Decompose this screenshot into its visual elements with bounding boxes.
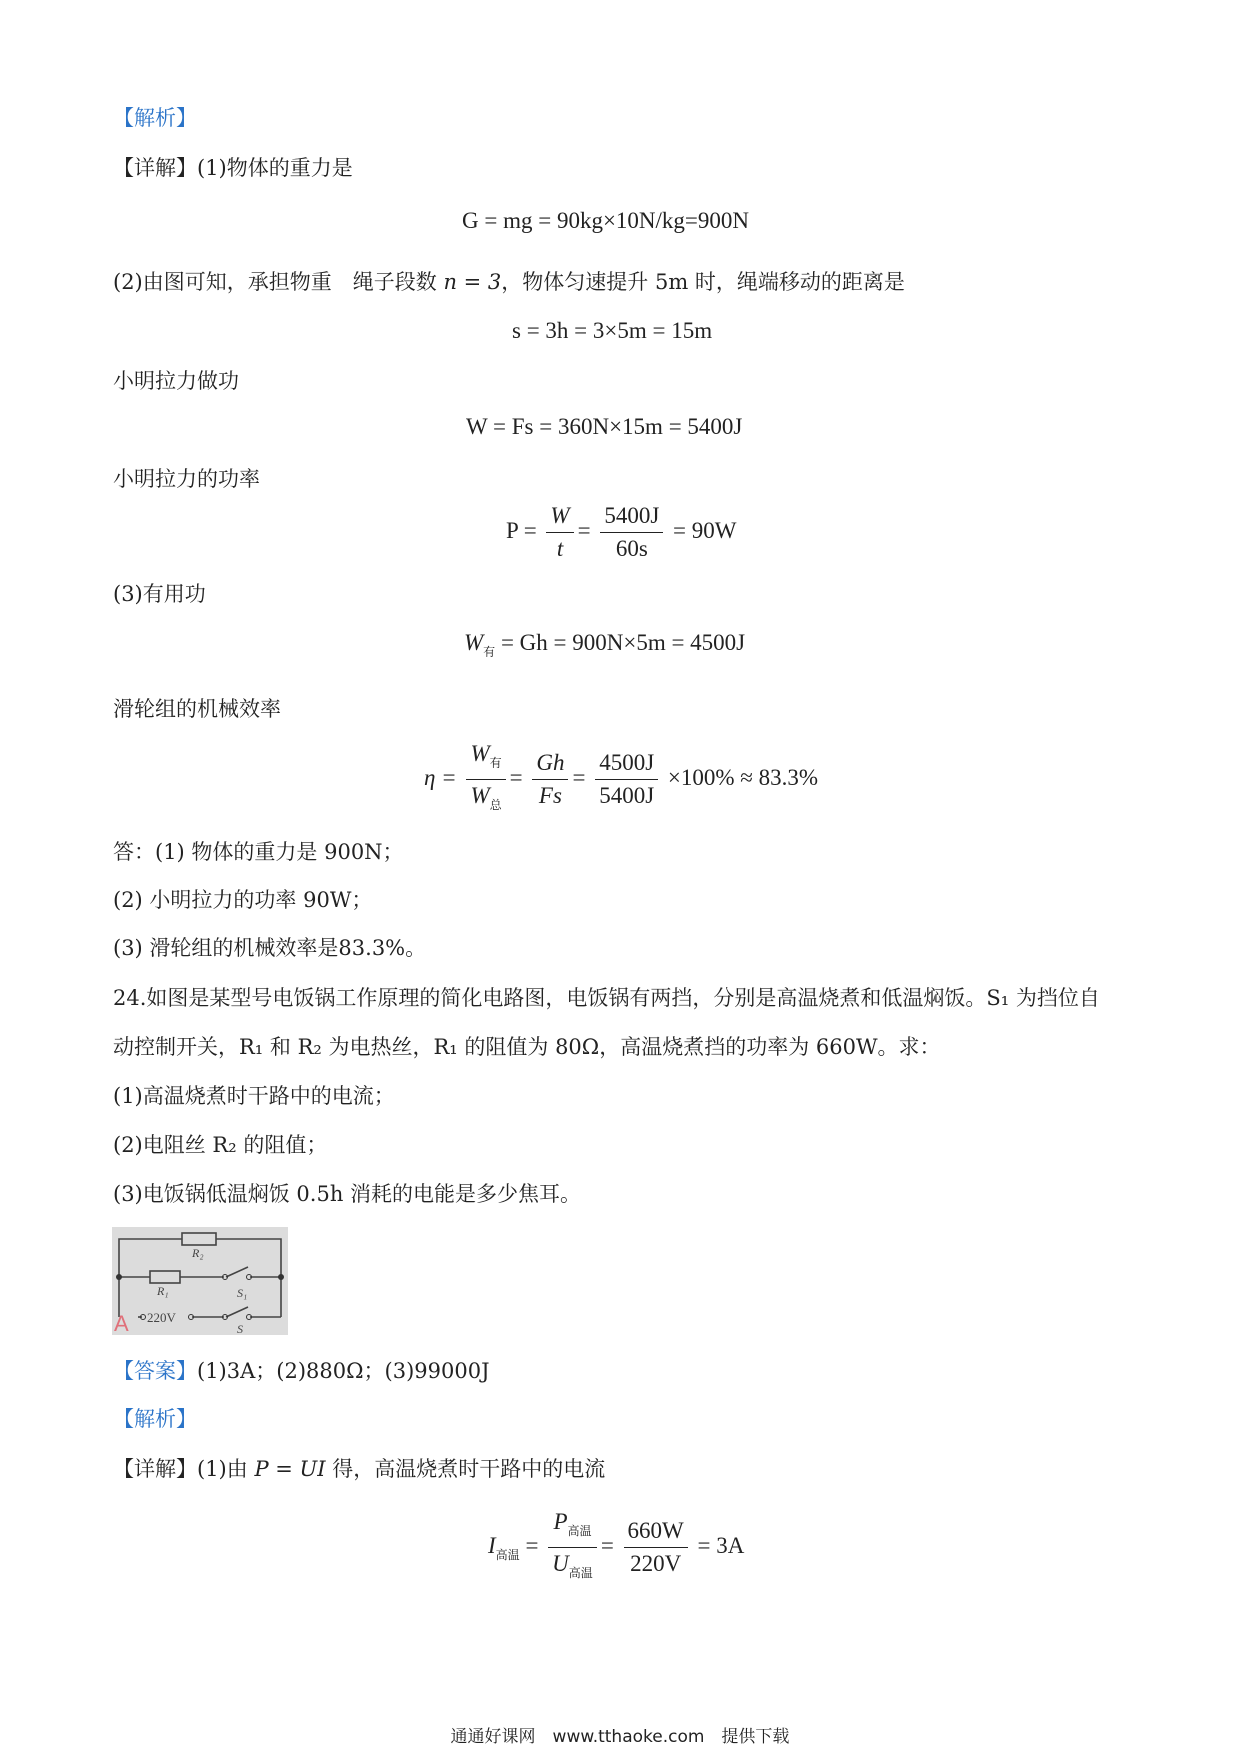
f6-eta: η = [424, 764, 457, 790]
f4-lhs: P = [506, 517, 537, 543]
line-rope-segments [113, 268, 905, 296]
formula-gravity: G = mg = 90kg×10N/kg=900N [462, 208, 749, 233]
f4-num1: W [546, 500, 573, 533]
f7-num1-sub: 高温 [567, 1524, 592, 1538]
question-24-line-2: 动控制开关，R₁ 和 R₂ 为电热丝，R₁ 的阻值为 80Ω，高温烧煮挡的功率为 660W。求： [113, 1035, 941, 1059]
f4-frac2 [600, 500, 663, 565]
f6-den1-sub: 总 [489, 798, 502, 812]
answer-text: (1)3A；(2)880Ω；(3)99000J [197, 1359, 490, 1383]
label-220v: 220V [147, 1310, 176, 1325]
question-24-part-1: (1)高温烧煮时干路中的电流； [113, 1084, 395, 1108]
line-work: 小明拉力做功 [113, 369, 239, 393]
answer-tag: 【答案】 [113, 1359, 197, 1383]
resistor-r2 [182, 1233, 216, 1245]
answer-line-2: (2) 小明拉力的功率 90W； [113, 888, 373, 912]
f6-num2: Gh [532, 747, 568, 780]
formula-work: W = Fs = 360N×15m = 5400J [466, 414, 743, 439]
resistor-r1 [150, 1271, 180, 1283]
detail-line-2 [113, 1455, 605, 1483]
question-24-line-1: 24.如图是某型号电饭锅工作原理的简化电路图，电饭锅有两挡，分别是高温烧煮和低温焖饭。S₁ 为挡位自 [113, 986, 1100, 1010]
f6-num1-sub: 有 [489, 756, 502, 770]
f5-w: W [464, 630, 484, 655]
f7-den1-sub: 高温 [568, 1566, 593, 1580]
formula-power: P = $\frac{W}{t}$ = $\frac{5400J}{60s}$ = 90W [506, 500, 736, 565]
f7-i: I [488, 1532, 496, 1558]
line-useful-work: (3)有用功 [113, 582, 206, 606]
analysis-tag: 【解析】 [113, 106, 197, 130]
switch-s [226, 1307, 248, 1317]
formula-distance: s = 3h = 3×5m = 15m [512, 318, 713, 343]
analysis-tag-2: 【解析】 [113, 1407, 197, 1431]
f7-num1: P [553, 1509, 568, 1534]
answer-section [113, 1357, 489, 1385]
f6-frac1 [466, 738, 505, 821]
handwritten-mark: A [114, 1311, 129, 1335]
question-24-part-3: (3)电饭锅低温焖饭 0.5h 消耗的电能是多少焦耳。 [113, 1182, 582, 1206]
f5-sub: 有 [483, 645, 496, 659]
f4-frac1 [546, 500, 573, 565]
page-footer: 通通好课网 www.tthaoke.com 提供下载 [450, 1727, 790, 1747]
f7-den1: U [552, 1551, 569, 1576]
formula-useful-work [464, 630, 745, 660]
f4-num2: 5400J [600, 500, 663, 533]
line2-text: (2)由图可知，承担物重 绳子段数 [113, 270, 437, 294]
detail-tag: 【详解】 [113, 156, 197, 180]
label-r2: R₂ [192, 1246, 204, 1260]
f6-den1: W [470, 783, 490, 808]
detail-text: (1)物体的重力是 [197, 156, 353, 180]
f7-frac1 [548, 1506, 597, 1589]
f6-num1: W [470, 741, 490, 766]
line2-tail: ，物体匀速提升 5m 时，绳端移动的距离是 [501, 270, 905, 294]
f6-num3: 4500J [595, 747, 658, 780]
question-24-part-2: (2)电阻丝 R₂ 的阻值； [113, 1133, 328, 1157]
detail2-tag: 【详解】 [113, 1457, 197, 1481]
f6-frac3 [595, 747, 658, 812]
f6-frac2 [532, 747, 568, 812]
label-s: S [237, 1322, 243, 1335]
detail2-text1: (1)由 [197, 1457, 248, 1481]
circuit-diagram-svg [112, 1227, 288, 1335]
f4-rhs: = 90W [673, 517, 737, 543]
detail2-pui: P = UI [254, 1457, 326, 1481]
line-efficiency: 滑轮组的机械效率 [113, 697, 281, 721]
circuit-diagram [112, 1227, 288, 1335]
answer-line-3: (3) 滑轮组的机械效率是83.3%。 [113, 936, 427, 960]
f7-rhs: = 3A [697, 1532, 745, 1558]
f6-den2: Fs [538, 783, 562, 808]
f4-den1: t [556, 536, 564, 561]
switch-s1 [226, 1267, 248, 1277]
label-s1: S₁ [237, 1286, 248, 1300]
formula-current: $I_{高温}$ = $\frac{P_{高温}}{U_{高温}}$ = $\frac{660W}{220V}$ = 3A [488, 1506, 744, 1589]
formula-efficiency: η = $\frac{W_有}{W_总}$ = $\frac{Gh}{Fs}$ = $\frac{4500J}{5400J}$ ×100% ≈ 83.3% [424, 738, 818, 821]
label-r1: R₁ [157, 1284, 169, 1298]
detail-line-1 [113, 154, 353, 182]
line-power: 小明拉力的功率 [113, 467, 260, 491]
f4-den2: 60s [615, 536, 648, 561]
f7-den2: 220V [630, 1551, 682, 1576]
line2-n: n = 3 [443, 270, 502, 294]
answer-line-1: 答：(1) 物体的重力是 900N； [113, 840, 404, 864]
f6-den3: 5400J [599, 783, 655, 808]
f7-frac2 [624, 1515, 688, 1580]
f5-rhs: = Gh = 900N×5m = 4500J [500, 630, 746, 655]
f7-num2: 660W [624, 1515, 688, 1548]
f6-rhs: ×100% ≈ 83.3% [667, 764, 819, 790]
f7-i-sub: 高温 [495, 1547, 520, 1562]
detail2-text2: 得，高温烧煮时干路中的电流 [332, 1457, 606, 1481]
